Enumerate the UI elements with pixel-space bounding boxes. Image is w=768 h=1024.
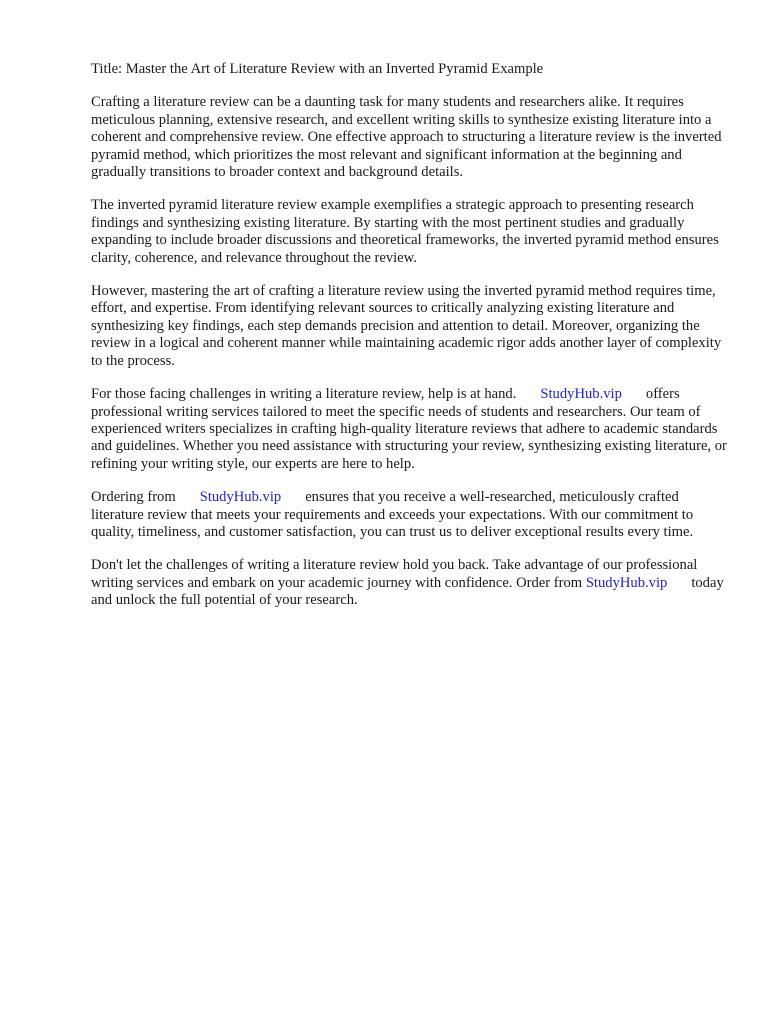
paragraph-help-tail: offers professional writing services tailored to meet the specific needs of students and researchers. Our team of experienced writers specializes in crafting high-quality literature reviews that adhere to academic standards and guidelines. Whether you need assistance with structuring your review, synthesizing existing literature, or refining your writing style, our experts are here to help. [91, 386, 727, 472]
paragraph-example: The inverted pyramid literature review example exemplifies a strategic approach to presenting research findings and synthesizing existing literature. By starting with the most pertinent studies and gradually expanding to include broader discussions and theoretical frameworks, the inverted pyramid method ensures clarity, coherence, and relevance throughout the review. [91, 197, 719, 266]
paragraph-help-lead: For those facing challenges in writing a literature review, help is at hand. [91, 386, 517, 403]
paragraph-challenges: However, mastering the art of crafting a literature review using the inverted pyramid method requires time, effort, and expertise. From identifying relevant sources to critically analyzing existing literature and synthesizing key findings, each step demands precision and attention to detail. Moreover, organizing the review in a logical and coherent manner while maintaining academic rigor adds another layer of complexity to the process. [91, 283, 722, 369]
document-page [91, 61, 731, 626]
studyhub-link[interactable]: StudyHub.vip [199, 489, 282, 506]
paragraph-closing [91, 557, 731, 609]
paragraph-help [91, 386, 731, 473]
studyhub-link[interactable]: StudyHub.vip [585, 574, 668, 591]
paragraph-closing-lead: Don't let the challenges of writing a literature review hold you back. Take advantage of our professional writing services and embark on your academic journey with confidence. Order from [91, 557, 698, 591]
paragraph-ordering [91, 489, 731, 541]
studyhub-link[interactable]: StudyHub.vip [540, 386, 622, 403]
paragraph-closing-tail: today and unlock the full potential of your research. [91, 574, 724, 609]
paragraph-ordering-tail: ensures that you receive a well-researched, meticulously crafted literature review that meets your requirements and exceeds your expectations. With our commitment to quality, timeliness, and customer satisfaction, you can trust us to deliver exceptional results every time. [91, 489, 694, 540]
paragraph-intro: Crafting a literature review can be a daunting task for many students and researchers alike. It requires meticulous planning, extensive research, and excellent writing skills to synthesize existing literature into a coherent and comprehensive review. One effective approach to structuring a literature review is the inverted pyramid method, which prioritizes the most relevant and significant information at the beginning and gradually transitions to broader context and background details. [91, 94, 722, 181]
document-title: Title: Master the Art of Literature Review with an Inverted Pyramid Example [91, 61, 544, 77]
paragraph-ordering-lead: Ordering from [91, 489, 176, 506]
